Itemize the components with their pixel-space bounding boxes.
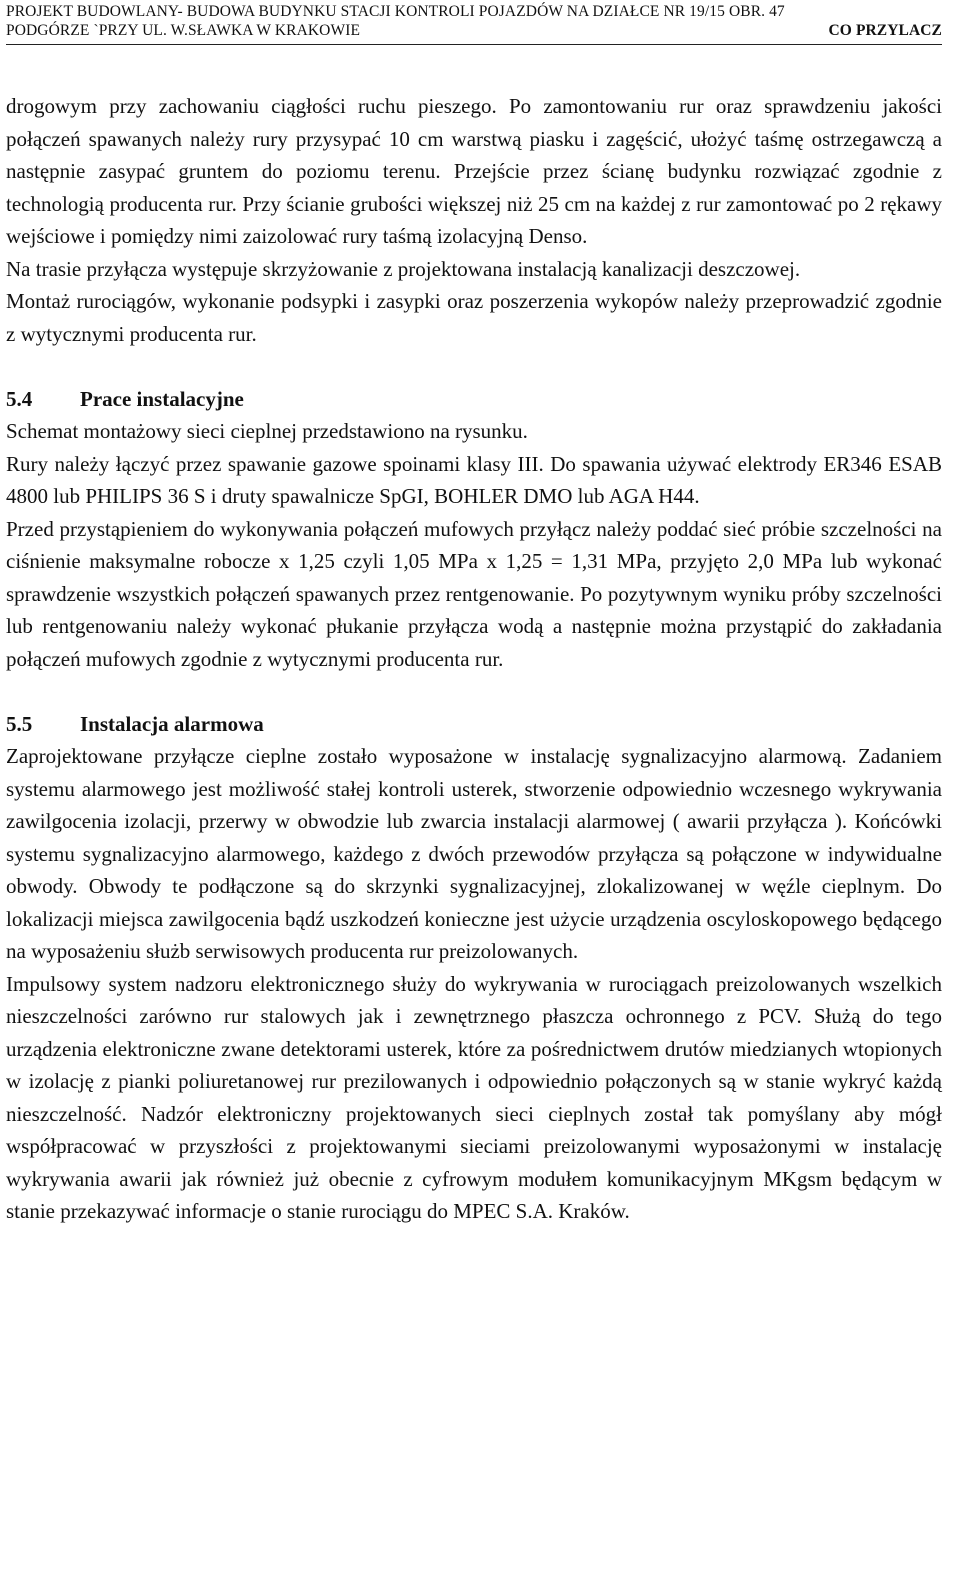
paragraph-alarm-system: Zaprojektowane przyłącze cieplne zostało wyposażone w instalację sygnalizacyjno alarmową. Zadaniem systemu alarmowego jest możliwość stałej kontroli usterek, stworzenie odpowiednio wczesnego wykrywania zawilgocenia izolacji, przerwy w obwodzie lub zwarcia instalacji alarmowej ( awarii przyłącza ). Końcówki systemu sygnalizacyjno alarmowego, każdego z dwóch przewodów przyłącza są połączone w indywidualne obwody. Obwody te podłączone są do skrzynki sygnalizacyjnej, zlokalizowanej w węźle cieplnym. Do lokalizacji miejsca zawilgocenia bądź uszkodzeń konieczne jest użycie urządzenia oscyloskopowego będącego na wyposażeniu służb serwisowych producenta rur preizolowanych. (6, 744, 942, 963)
paragraph-pressure-test: Przed przystąpieniem do wykonywania połączeń mufowych przyłącz należy poddać sieć próbie szczelności na ciśnienie maksymalne robocze x 1,25 czyli 1,05 MPa x 1,25 = 1,31 MPa, przyjęto 2,0 MPa lub wykonać sprawdzenie wszystkich połączeń spawanych przez rentgenowanie. Po pozytywnym wyniku próby szczelności lub rentgenowaniu należy wykonać płukanie przyłącza wodą a następnie można przystąpić do zakładania połączeń mufowych zgodnie z wytycznymi producenta rur. (6, 516, 942, 671)
section-heading-5-4 (6, 383, 942, 416)
section-number: 5.4 (6, 386, 33, 411)
paragraph-assembly-scheme: Schemat montażowy sieci cieplnej przedstawiono na rysunku. (6, 419, 528, 443)
header-section-tag: CO PRZYLACZ (828, 22, 942, 39)
header-divider (6, 44, 942, 45)
header-line-2 (6, 21, 942, 40)
header-location: PODGÓRZE `PRZY UL. W.SŁAWKA W KRAKOWIE (6, 22, 361, 39)
paragraph-impulse-monitoring: Impulsowy system nadzoru elektronicznego służy do wykrywania w rurociągach preizolowanych wszelkich nieszczelności zarówno rur stalowych jak i zewnętrznego płaszcza ochronnego z PCV. Służą do tego urządzenia elektroniczne zwane detektorami usterek, które za pośrednictwem drutów miedzianych wtopionych w izolację z pianki poliuretanowej rur prezilowanych i odpowiednio połączonych są w stanie wykryć każdą nieszczelność. Nadzór elektroniczny projektowanych sieci cieplnych został tak pomyślany aby mógł współpracować w przyszłości z projektowanymi sieciami preizolowanymi wyposażonymi w instalację wykrywania awarii jak również już obecnie z cyfrowym modułem komunikacyjnym MKgsm będącym w stanie przekazywać informacje o stanie rurociągu do MPEC S.A. Kraków. (6, 971, 942, 1223)
paragraph-installation-guidelines: Montaż rurociągów, wykonanie podsypki i zasypki oraz poszerzenia wykopów należy przeprowadzić zgodnie z wytycznymi producenta rur. (6, 289, 942, 346)
page-header (6, 2, 942, 40)
paragraph-welding: Rury należy łączyć przez spawanie gazowe spoinami klasy III. Do spawania używać elektrody ER346 ESAB 4800 lub PHILIPS 36 S i druty spawalnicze SpGI, BOHLER DMO lub AGA H44. (6, 451, 942, 508)
paragraph-crossing: Na trasie przyłącza występuje skrzyżowanie z projektowana instalacją kanalizacji deszczowej. (6, 256, 801, 281)
section-number: 5.5 (6, 711, 33, 736)
paragraph-trench-backfill: drogowym przy zachowaniu ciągłości ruchu pieszego. Po zamontowaniu rur oraz sprawdzeniu jakości połączeń spawanych należy rury przysypać 10 cm warstwą piasku i zagęścić, ułożyć taśmę ostrzegawczą a następnie zasypać gruntem do poziomu terenu. Przejście przez ścianę budynku rozwiązać zgodnie z technologią producenta rur. Przy ścianie grubości większej niż 25 cm na każdej z rur zamontować po 2 rękawy wejściowe i pomiędzy nimi zaizolować rury taśmą izolacyjną Denso. (6, 94, 942, 248)
section-heading-5-5 (6, 708, 942, 741)
header-project-title: PROJEKT BUDOWLANY- BUDOWA BUDYNKU STACJI KONTROLI POJAZDÓW NA DZIAŁCE NR 19/15 OBR. 47 (6, 3, 785, 20)
document-body (6, 90, 942, 1228)
section-title: Prace instalacyjne (80, 386, 244, 411)
header-line-1 (6, 2, 942, 21)
section-title: Instalacja alarmowa (80, 711, 264, 736)
